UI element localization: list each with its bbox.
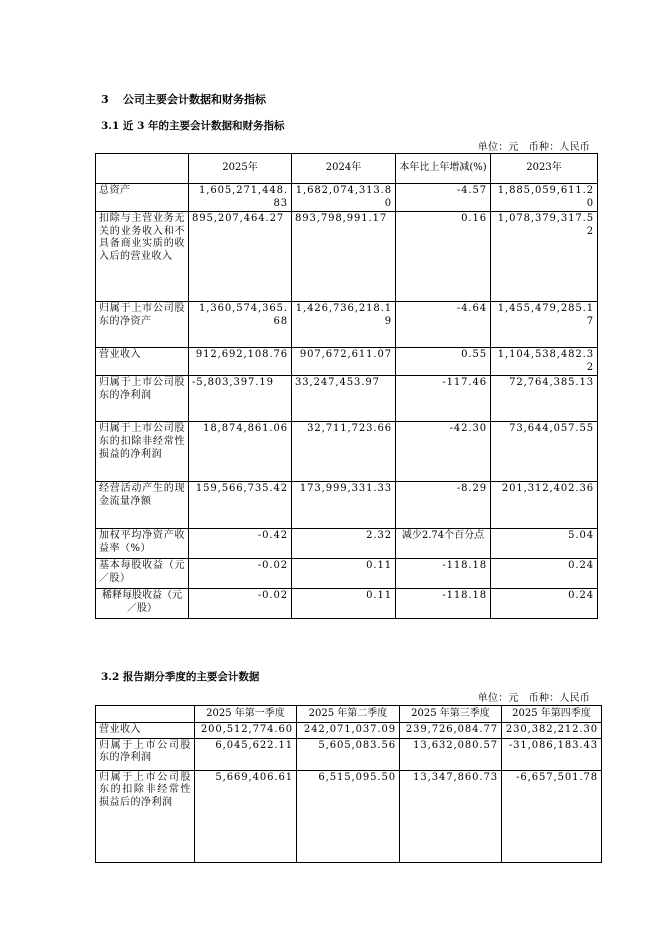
table-row [96, 482, 598, 529]
value-2025: -0.02 [189, 559, 292, 589]
table-row [96, 376, 598, 422]
row-label: 归属于上市公司股东的净利润 [96, 376, 189, 422]
change-pct: -118.18 [396, 589, 491, 619]
sub1-title: 3.1 近 3 年的主要会计数据和财务指标 [101, 120, 285, 132]
value-2025: -0.02 [189, 589, 292, 619]
value-2024: 0.11 [292, 589, 396, 619]
sub2-unit: 单位：元 币种：人民币 [477, 693, 590, 704]
table-row [96, 770, 602, 862]
table-row [96, 559, 598, 589]
section-title: 公司主要会计数据和财务指标 [123, 93, 266, 106]
value-2024: 907,672,611.07 [292, 348, 396, 376]
value-2025: -0.42 [189, 529, 292, 559]
header-cell: 2025 年第二季度 [297, 706, 400, 723]
change-pct: -8.29 [396, 482, 491, 529]
value-q4: -6,657,501.78 [502, 770, 602, 862]
header-cell: 2025年 [189, 154, 292, 184]
value-2024: 893,798,991.17 [292, 212, 396, 302]
table-row [96, 302, 598, 348]
value-2024: 1,426,736,218.19 [292, 302, 396, 348]
value-2024: 32,711,723.66 [292, 422, 396, 482]
value-2025: -5,803,397.19 [189, 376, 292, 422]
table-header-row [96, 154, 598, 184]
value-q3: 13,632,080.57 [400, 738, 502, 770]
table-row [96, 738, 602, 770]
header-cell [96, 154, 189, 184]
value-2025: 1,360,574,365.68 [189, 302, 292, 348]
header-cell: 2025 年第三季度 [400, 706, 502, 723]
header-cell [96, 706, 195, 723]
annual-data-table [95, 153, 598, 619]
value-2025: 912,692,108.76 [189, 348, 292, 376]
table-row [96, 212, 598, 302]
row-label: 基本每股收益（元／股） [96, 559, 189, 589]
value-2025: 18,874,861.06 [189, 422, 292, 482]
change-pct: -117.46 [396, 376, 491, 422]
value-2024: 173,999,331.33 [292, 482, 396, 529]
header-cell: 2025 年第四季度 [502, 706, 602, 723]
table-row [96, 589, 598, 619]
change-pct: 0.16 [396, 212, 491, 302]
row-label: 营业收入 [96, 348, 189, 376]
row-label: 归属于上市公司股东的扣除非经常性损益后的净利润 [96, 770, 195, 862]
value-q3: 13,347,860.73 [400, 770, 502, 862]
row-label: 营业收入 [96, 723, 195, 739]
row-label: 归属于上市公司股东的扣除非经常性损益的净利润 [96, 422, 189, 482]
value-2023: 201,312,402.36 [491, 482, 598, 529]
table-row [96, 723, 602, 739]
value-2025: 895,207,464.27 [189, 212, 292, 302]
value-2024: 33,247,453.97 [292, 376, 396, 422]
change-pct: 减少2.74个百分点 [396, 529, 491, 559]
value-2023: 73,644,057.55 [491, 422, 598, 482]
table-header-row [96, 706, 602, 723]
section-heading [101, 91, 266, 107]
change-pct: 0.55 [396, 348, 491, 376]
table-row [96, 184, 598, 212]
header-cell: 2023年 [491, 154, 598, 184]
change-pct: -4.57 [396, 184, 491, 212]
quarterly-data-table [95, 705, 602, 863]
value-2023: 1,455,479,285.17 [491, 302, 598, 348]
row-label: 归属于上市公司股东的净资产 [96, 302, 189, 348]
value-2023: 1,078,379,317.52 [491, 212, 598, 302]
section-number: 3 [101, 93, 110, 106]
value-q3: 239,726,084.77 [400, 723, 502, 739]
sub2-title: 3.2 报告期分季度的主要会计数据 [101, 671, 260, 683]
sub1-unit: 单位：元 币种：人民币 [477, 142, 590, 153]
table-row [96, 422, 598, 482]
change-pct: -118.18 [396, 559, 491, 589]
value-2023: 1,885,059,611.20 [491, 184, 598, 212]
row-label: 扣除与主营业务无关的业务收入和不具备商业实质的收入后的营业收入 [96, 212, 189, 302]
value-2025: 159,566,735.42 [189, 482, 292, 529]
row-label: 稀释每股收益（元／股） [96, 589, 189, 619]
value-2024: 0.11 [292, 559, 396, 589]
value-2023: 1,104,538,482.32 [491, 348, 598, 376]
value-q1: 200,512,774.60 [195, 723, 297, 739]
value-2023: 0.24 [491, 589, 598, 619]
header-cell: 本年比上年增减(%) [396, 154, 491, 184]
header-cell: 2025 年第一季度 [195, 706, 297, 723]
value-q4: 230,382,212.30 [502, 723, 602, 739]
table-row [96, 348, 598, 376]
value-2024: 1,682,074,313.80 [292, 184, 396, 212]
header-cell: 2024年 [292, 154, 396, 184]
row-label: 总资产 [96, 184, 189, 212]
value-q2: 5,605,083.56 [297, 738, 400, 770]
value-2023: 72,764,385.13 [491, 376, 598, 422]
value-q4: -31,086,183.43 [502, 738, 602, 770]
row-label: 经营活动产生的现金流量净额 [96, 482, 189, 529]
value-2024: 2.32 [292, 529, 396, 559]
value-q2: 6,515,095.50 [297, 770, 400, 862]
table-row [96, 529, 598, 559]
value-q1: 5,669,406.61 [195, 770, 297, 862]
row-label: 归属于上市公司股东的净利润 [96, 738, 195, 770]
value-2023: 0.24 [491, 559, 598, 589]
row-label: 加权平均净资产收益率（%） [96, 529, 189, 559]
value-q1: 6,045,622.11 [195, 738, 297, 770]
value-2025: 1,605,271,448.83 [189, 184, 292, 212]
value-2023: 5.04 [491, 529, 598, 559]
value-q2: 242,071,037.09 [297, 723, 400, 739]
change-pct: -4.64 [396, 302, 491, 348]
change-pct: -42.30 [396, 422, 491, 482]
